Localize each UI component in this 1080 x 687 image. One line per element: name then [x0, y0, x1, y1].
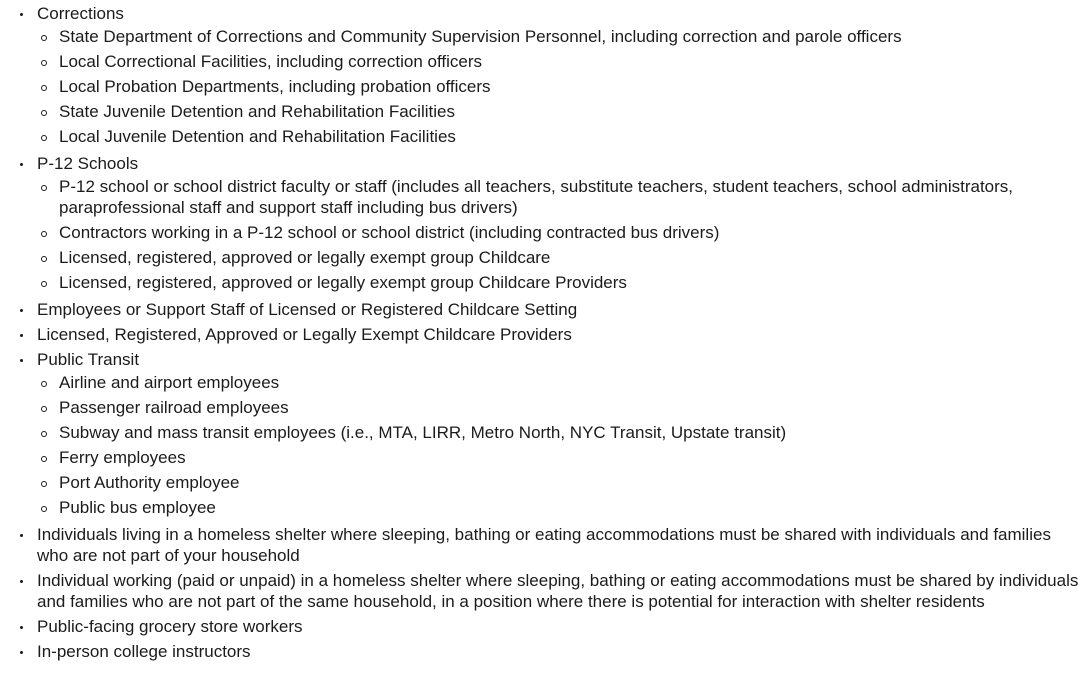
list-item-text: Individual working (paid or unpaid) in a homeless shelter where sleeping, bathing or eating accommodations must be shared by individuals and families who are not part of the same household, in a position where there is potential for interaction with shelter residents: [37, 571, 1079, 611]
sub-list-item-text: Local Juvenile Detention and Rehabilitation Facilities: [59, 127, 456, 146]
sub-list: [37, 174, 1080, 295]
sub-list: [37, 24, 1080, 149]
list-item: [37, 639, 1080, 664]
sub-list-item-text: Port Authority employee: [59, 473, 240, 492]
list-item-text: P-12 Schools: [37, 154, 139, 173]
list-item: [37, 347, 1080, 522]
sub-list-item: [59, 495, 1080, 520]
sub-list-item: [59, 174, 1080, 220]
list-item-text: Corrections: [37, 4, 124, 23]
sub-list-item-text: Licensed, registered, approved or legally exempt group Childcare: [59, 248, 551, 267]
sub-list-item-text: Subway and mass transit employees (i.e., MTA, LIRR, Metro North, NYC Transit, Upstate transit): [59, 423, 787, 442]
list-item: [37, 297, 1080, 322]
sub-list-item-text: P-12 school or school district faculty or staff (includes all teachers, substitute teachers, student teachers, school administrators, paraprofessional staff and support staff including bus drivers): [59, 177, 1014, 217]
sub-list-item: [59, 370, 1080, 395]
sub-list-item: [59, 270, 1080, 295]
list-item-text: In-person college instructors: [37, 642, 251, 661]
sub-list-item: [59, 470, 1080, 495]
sub-list-item: [59, 220, 1080, 245]
eligibility-list: [0, 1, 1080, 664]
sub-list-item-text: State Juvenile Detention and Rehabilitation Facilities: [59, 102, 455, 121]
list-item-text: Individuals living in a homeless shelter where sleeping, bathing or eating accommodations must be shared with individuals and families who are not part of your household: [37, 525, 1051, 565]
list-item-text: Public-facing grocery store workers: [37, 617, 303, 636]
sub-list-item: [59, 74, 1080, 99]
sub-list-item-text: Passenger railroad employees: [59, 398, 289, 417]
list-item: [37, 614, 1080, 639]
sub-list-item-text: Contractors working in a P-12 school or school district (including contracted bus drivers): [59, 223, 720, 242]
list-item-text: Public Transit: [37, 350, 140, 369]
sub-list-item-text: Public bus employee: [59, 498, 216, 517]
list-item: [37, 322, 1080, 347]
sub-list-item: [59, 124, 1080, 149]
sub-list-item: [59, 99, 1080, 124]
sub-list-item-text: Airline and airport employees: [59, 373, 280, 392]
sub-list-item: [59, 445, 1080, 470]
sub-list-item: [59, 420, 1080, 445]
sub-list-item: [59, 395, 1080, 420]
sub-list: [37, 370, 1080, 520]
sub-list-item-text: Ferry employees: [59, 448, 186, 467]
sub-list-item: [59, 24, 1080, 49]
sub-list-item: [59, 49, 1080, 74]
list-item: [37, 568, 1080, 614]
sub-list-item-text: Local Probation Departments, including probation officers: [59, 77, 491, 96]
sub-list-item-text: State Department of Corrections and Community Supervision Personnel, including correction and parole officers: [59, 27, 902, 46]
list-item-text: Employees or Support Staff of Licensed or Registered Childcare Setting: [37, 300, 578, 319]
list-item: [37, 522, 1080, 568]
list-item: [37, 1, 1080, 151]
list-item-text: Licensed, Registered, Approved or Legally Exempt Childcare Providers: [37, 325, 572, 344]
sub-list-item-text: Licensed, registered, approved or legally exempt group Childcare Providers: [59, 273, 627, 292]
sub-list-item: [59, 245, 1080, 270]
list-item: [37, 151, 1080, 297]
sub-list-item-text: Local Correctional Facilities, including correction officers: [59, 52, 482, 71]
